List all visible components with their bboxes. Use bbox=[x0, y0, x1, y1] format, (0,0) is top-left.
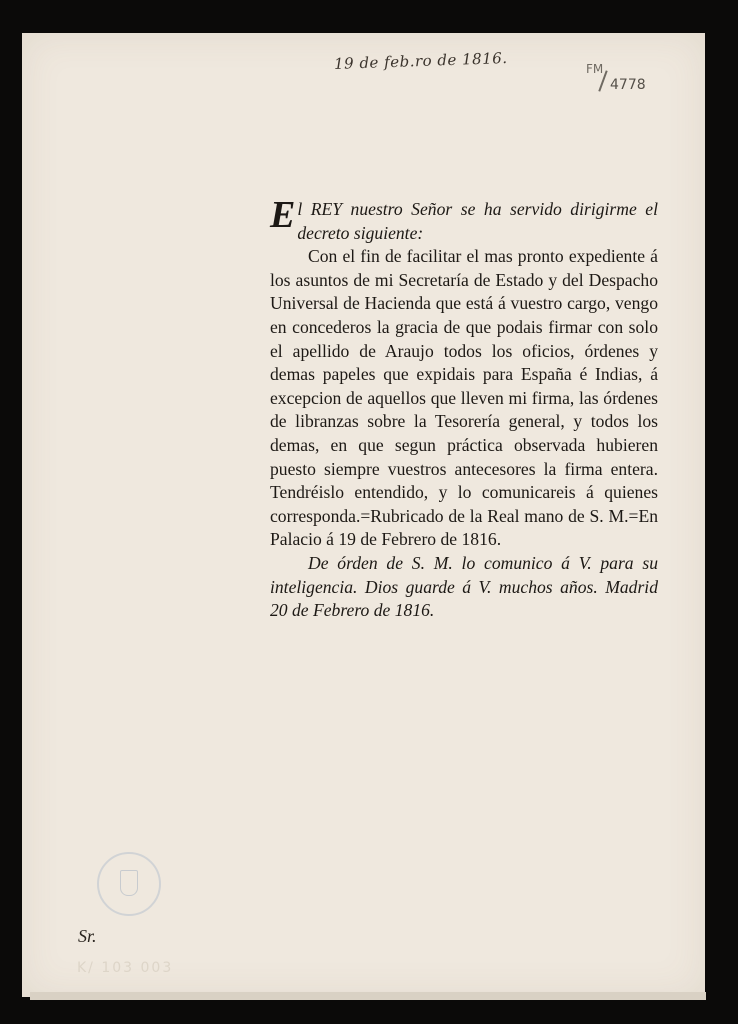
catalog-number: K/ 103 003 bbox=[77, 960, 174, 976]
intro-paragraph bbox=[270, 194, 658, 245]
archive-stamp-icon bbox=[97, 852, 161, 916]
stamp-shield-icon bbox=[120, 870, 138, 896]
decree-text: Con el fin de facilitar el mas pronto expediente á los asuntos de mi Secretaría de Estado y del Despacho Universal de Hacienda que está á vuestro cargo, vengo en concederos la gracia de que podais firmar con solo el apellido de Araujo todos los oficios, órdenes y demas papeles que expidais para España é Indias, á excepcion de aquellos que lleven mi firma, las órdenes de libranzas sobre la Tesorería general, y todos los demas, en que segun práctica observada hubieren puesto siempre vuestros antecesores la firma entera. Tendréislo entendido, y lo comunicareis á quienes corresponda.=Rubricado de la Real mano de S. M.=En Palacio á 19 de Febrero de 1816. bbox=[270, 246, 658, 550]
document-body bbox=[270, 194, 658, 623]
archive-number: 4778 bbox=[610, 77, 646, 93]
shelf-mark: FM bbox=[586, 62, 604, 76]
salutation: Sr. bbox=[78, 926, 97, 946]
intro-text: l REY nuestro Señor se ha servido dirigirme el decreto siguiente: bbox=[297, 199, 658, 243]
page-edge bbox=[30, 992, 706, 1000]
closing-text: De órden de S. M. lo comunico á V. para su inteligencia. Dios guarde á V. muchos años. Madrid 20 de Febrero de 1816. bbox=[270, 552, 658, 621]
handwritten-date: 19 de feb.ro de 1816. bbox=[333, 48, 508, 74]
drop-cap: E bbox=[270, 194, 296, 236]
